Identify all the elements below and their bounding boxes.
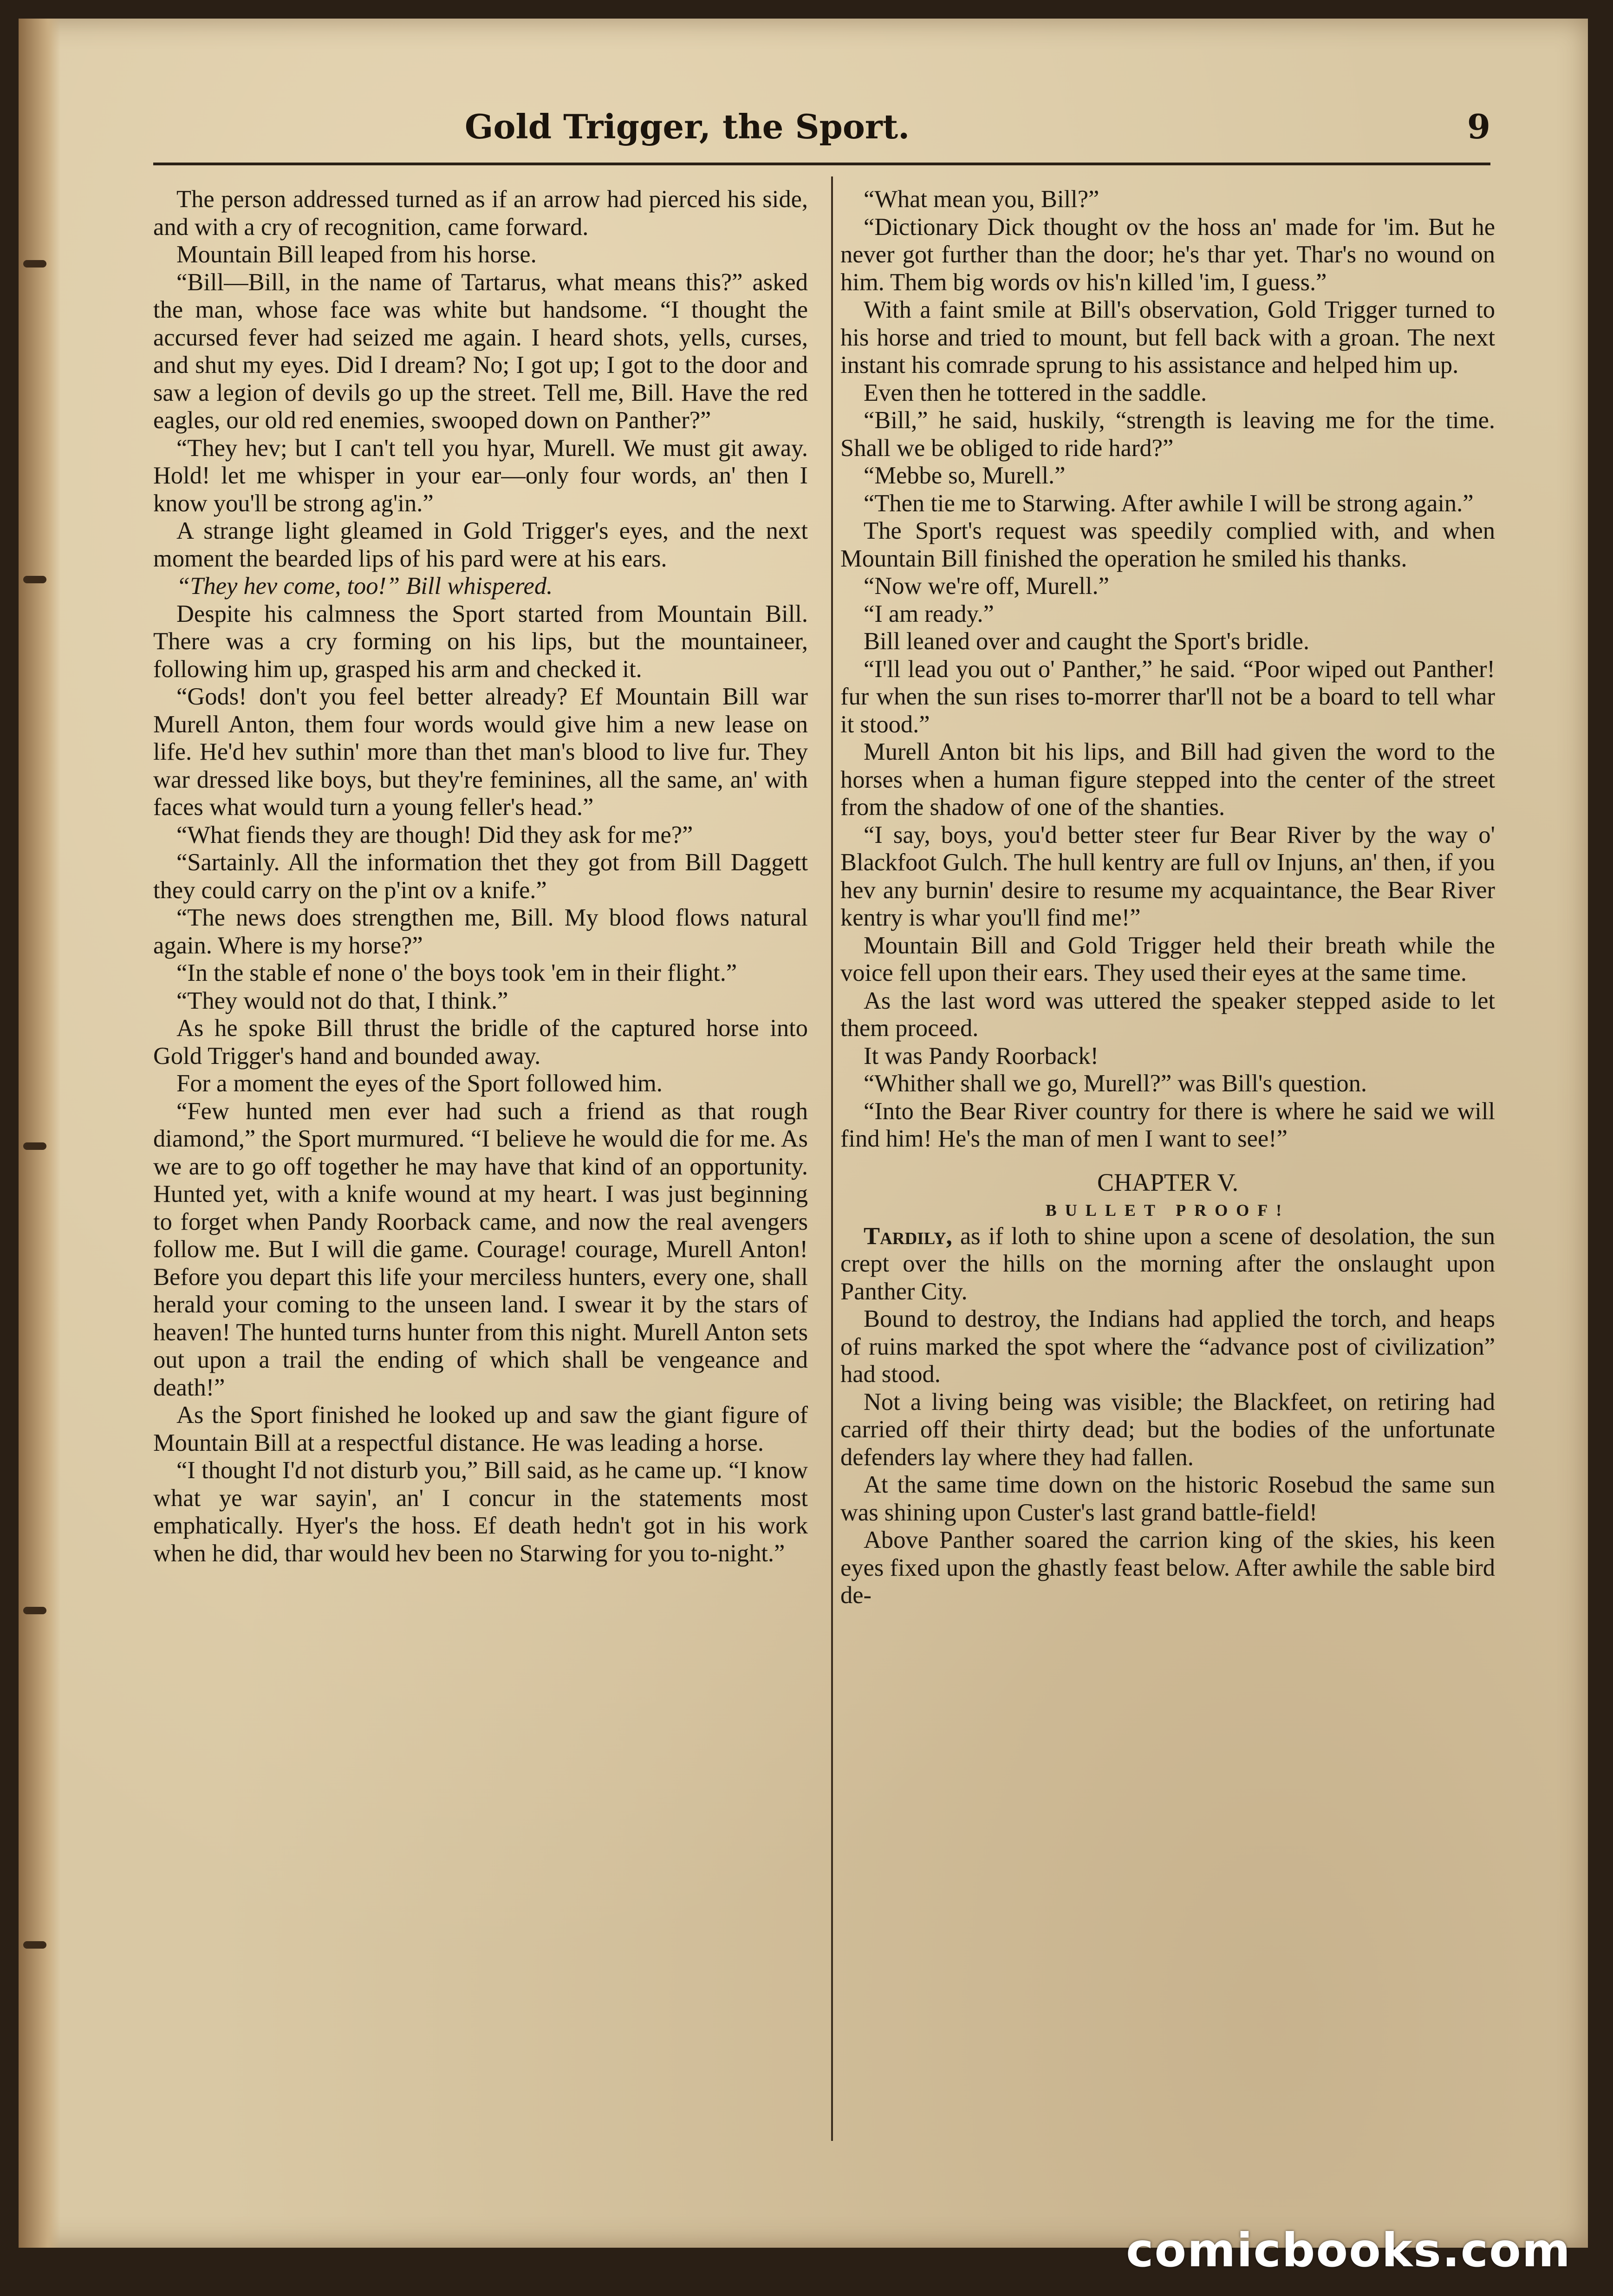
chapter-heading: CHAPTER V.: [1097, 1168, 1239, 1196]
paragraph: Above Panther soared the carrion king of the skies, his keen eyes fixed upon the ghastly feast below. After awhile the sable bird de-: [840, 1526, 1495, 1609]
paragraph: “What fiends they are though! Did they ask for me?”: [176, 821, 693, 848]
paragraph: “Sartainly. All the information thet they got from Bill Daggett they could carry on the p'int ov a knife.”: [153, 849, 808, 904]
column-divider: [831, 176, 833, 2141]
paragraph: Despite his calmness the Sport started from Mountain Bill. There was a cry forming on his lips, but the mountaineer, following him up, grasped his arm and checked it.: [153, 600, 808, 683]
running-header: [153, 107, 1490, 163]
right-column: [840, 186, 1495, 1610]
chapter-subtitle: BULLET PROOF!: [1045, 1200, 1290, 1220]
paragraph: As the Sport finished he looked up and saw the giant figure of Mountain Bill at a respectful distance. He was leading a horse.: [153, 1402, 808, 1456]
paragraph: “I am ready.”: [864, 600, 994, 627]
opening-text: as if loth to shine upon a scene of desolation, the sun crept over the hills on the morning after the onslaught upon Panther City.: [840, 1222, 1495, 1305]
paragraph: “I say, boys, you'd better steer fur Bear River by the way o' Blackfoot Gulch. The hull kentry are full ov Injuns, an' then, if you hev any burnin' desire to resume my acquaintance, the Bear River kentry is whar you'll find me!”: [840, 821, 1495, 931]
staple-mark: [23, 1607, 46, 1614]
running-title: Gold Trigger, the Sport.: [464, 107, 910, 146]
paragraph: The person addressed turned as if an arrow had pierced his side, and with a cry of recognition, came forward.: [153, 186, 808, 241]
left-column: [153, 186, 808, 1567]
paragraph: As the last word was uttered the speaker stepped aside to let them proceed.: [840, 987, 1495, 1042]
paragraph: “Now we're off, Murell.”: [864, 573, 1109, 600]
page-number: 9: [1467, 107, 1490, 146]
paragraph: “Bill—Bill, in the name of Tartarus, what means this?” asked the man, whose face was white but handsome. “I thought the accursed fever had seized me again. I heard shots, yells, curses, and shut my eyes. Did I dream? No; I got up; I got to the door and saw a legion of devils go up the street. Tell me, Bill. Have the red eagles, our old red enemies, swooped down on Panther?”: [153, 268, 808, 434]
paragraph: “Mebbe so, Murell.”: [864, 462, 1066, 489]
staple-mark: [23, 1941, 46, 1949]
paragraph: “Into the Bear River country for there is where he said we will find him! He's the man of men I want to see!”: [840, 1097, 1495, 1152]
paragraph: “Then tie me to Starwing. After awhile I will be strong again.”: [864, 489, 1474, 517]
staple-mark: [23, 1142, 46, 1150]
paragraph: Bound to destroy, the Indians had applied the torch, and heaps of ruins marked the spot where the “advance post of civilization” had stood.: [840, 1305, 1495, 1388]
paragraph: Not a living being was visible; the Blackfeet, on retiring had carried off their thirty dead; but the bodies of the unfortunate defenders lay where they had fallen.: [840, 1388, 1495, 1471]
paragraph: Bill leaned over and caught the Sport's bridle.: [864, 628, 1310, 655]
paragraph: “They would not do that, I think.”: [176, 987, 508, 1014]
staple-mark: [23, 260, 46, 267]
paragraph: Mountain Bill and Gold Trigger held their breath while the voice fell upon their ears. They used their eyes at the same time.: [840, 932, 1495, 986]
chapter-opening-paragraph: [840, 1223, 1495, 1306]
paragraph: “They hev come, too!” Bill whispered.: [176, 573, 553, 600]
paragraph: As he spoke Bill thrust the bridle of the captured horse into Gold Trigger's hand and bounded away.: [153, 1015, 808, 1070]
paragraph: “Bill,” he said, huskily, “strength is leaving me for the time. Shall we be obliged to ride hard?”: [840, 407, 1495, 462]
paragraph: It was Pandy Roorback!: [864, 1042, 1099, 1070]
paragraph: “The news does strengthen me, Bill. My blood flows natural again. Where is my horse?”: [153, 904, 808, 959]
staple-mark: [23, 576, 46, 583]
paragraph: “What mean you, Bill?”: [864, 186, 1099, 213]
paragraph: A strange light gleamed in Gold Trigger's eyes, and the next moment the bearded lips of his pard were at his ears.: [153, 517, 808, 572]
paragraph: Murell Anton bit his lips, and Bill had given the word to the horses when a human figure stepped into the center of the street from the shadow of one of the shanties.: [840, 738, 1495, 821]
paragraph: With a faint smile at Bill's observation, Gold Trigger turned to his horse and tried to mount, but fell back with a groan. The next instant his comrade sprung to his assistance and helped him up.: [840, 296, 1495, 378]
paragraph: At the same time down on the historic Rosebud the same sun was shining upon Custer's last grand battle-field!: [840, 1471, 1495, 1526]
paragraph: Even then he tottered in the saddle.: [864, 379, 1207, 406]
paragraph: “Whither shall we go, Murell?” was Bill's question.: [864, 1070, 1367, 1097]
paragraph: “I'll lead you out o' Panther,” he said. “Poor wiped out Panther! fur when the sun rises to-morrer thar'll not be a board to tell whar it stood.”: [840, 655, 1495, 738]
paragraph: For a moment the eyes of the Sport followed him.: [176, 1070, 663, 1097]
paragraph: “They hev; but I can't tell you hyar, Murell. We must git away. Hold! let me whisper in your ear—only four words, an' then I know you'll be strong ag'in.”: [153, 434, 808, 517]
header-rule: [153, 163, 1490, 165]
paragraph: “Few hunted men ever had such a friend as that rough diamond,” the Sport murmured. “I believe he would die for me. As we are to go off together he may have that kind of an opportunity. Hunted yet, with a knife wound at my heart. I was just beginning to forget when Pandy Roorback came, and now the real avengers follow me. But I will die game. Courage! courage, Murell Anton! Before you depart this life your merciless hunters, every one, shall herald your coming to the unseen land. I swear it by the stars of heaven! The hunted turns hunter from this night. Murell Anton sets out upon a trail the ending of which shall be vengeance and death!”: [153, 1097, 808, 1401]
drop-word: Tardily,: [864, 1222, 952, 1250]
binding-edge: [19, 19, 60, 2248]
paragraph: “In the stable ef none o' the boys took 'em in their flight.”: [176, 959, 737, 986]
paragraph: “I thought I'd not disturb you,” Bill said, as he came up. “I know what ye war sayin', an' I concur in the statements most emphatically. Hyer's the hoss. Ef death hedn't got in his work when he did, thar would hev been no Starwing for you to-night.”: [153, 1457, 808, 1567]
paragraph: “Gods! don't you feel better already? Ef Mountain Bill war Murell Anton, them four words would give him a new lease on life. He'd hev suthin' more than thet man's blood to live fur. They war dressed like boys, but they're feminines, all the same, an' with faces what would turn a young feller's head.”: [153, 683, 808, 821]
paragraph: “Dictionary Dick thought ov the hoss an' made for 'im. But he never got further than the door; he's thar yet. Thar's no wound on him. Them big words ov his'n killed 'im, I guess.”: [840, 213, 1495, 296]
paragraph: The Sport's request was speedily complied with, and when Mountain Bill finished the operation he smiled his thanks.: [840, 517, 1495, 572]
paragraph: Mountain Bill leaped from his horse.: [176, 241, 537, 268]
watermark-text: comicbooks.com: [1126, 2223, 1571, 2277]
